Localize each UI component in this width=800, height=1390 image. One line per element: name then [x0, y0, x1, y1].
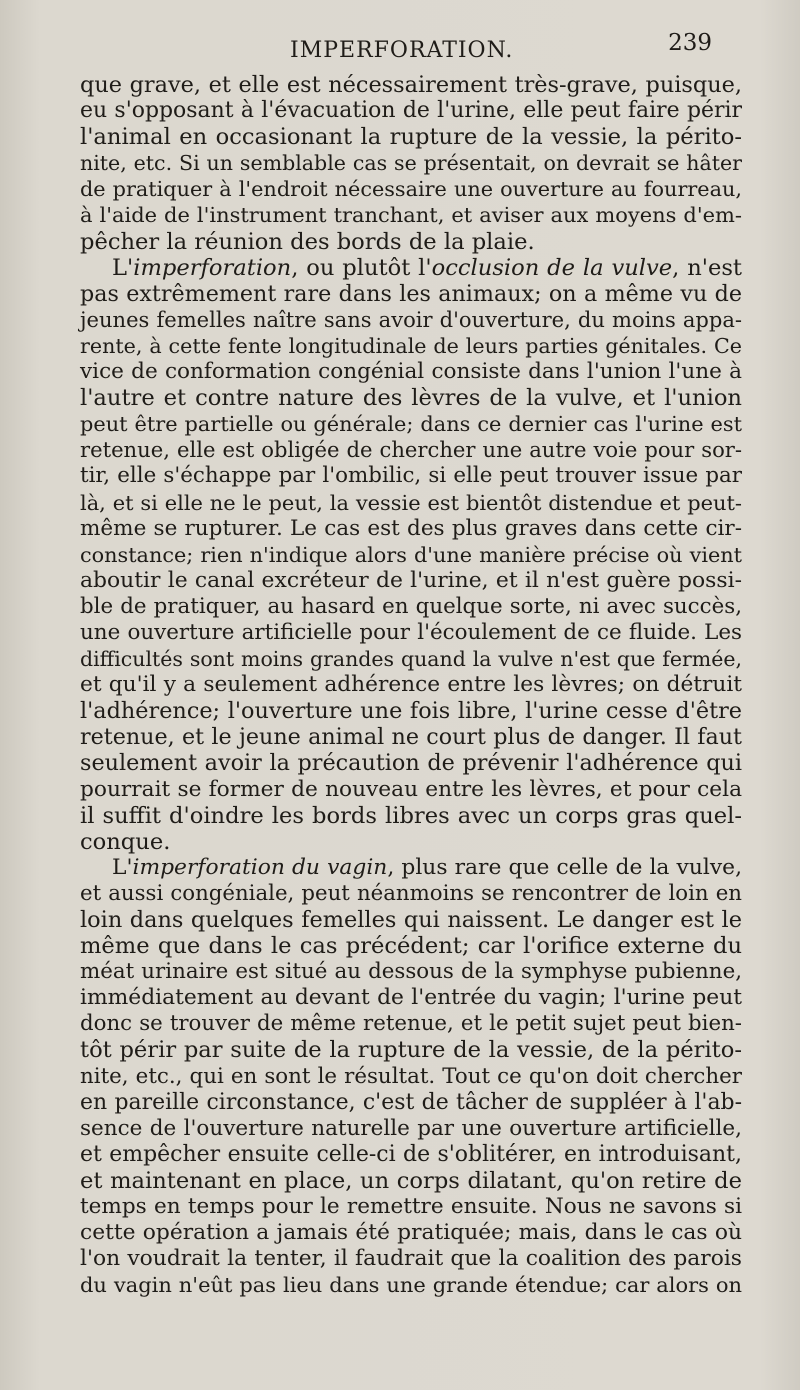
text-line: et aussi congéniale, peut néanmoins se rencontrer de loin en [80, 880, 742, 906]
text-line: cette opération a jamais été pratiquée; mais, dans le cas où [80, 1220, 742, 1246]
text-line: même que dans le cas précédent; car l'orifice externe du [80, 933, 742, 960]
running-head: IMPERFORATION. [290, 38, 514, 63]
text-line: une ouverture artificielle pour l'écoulement de ce fluide. Les [80, 619, 742, 645]
text-line: même se rupturer. Le cas est des plus graves dans cette cir- [80, 515, 742, 541]
lead-text: , ou plutôt l' [291, 254, 432, 281]
text-line: constance; rien n'indique alors d'une manière précise où vient [80, 542, 742, 567]
lead-text: L' [112, 254, 134, 281]
text-line: tir, elle s'échappe par l'ombilic, si elle peut trouver issue par [80, 463, 742, 489]
paragraph-1 [80, 72, 742, 255]
lead-text: , plus rare que celle de la vulve, [387, 854, 742, 880]
text-line: vice de conformation congénial consiste dans l'union l'une à [80, 359, 742, 385]
lead-text: L' [112, 854, 133, 880]
text-line: peut être partielle ou générale; dans ce dernier cas l'urine est [80, 412, 742, 437]
italic-term: imperforation [133, 254, 292, 281]
text-line: de pratiquer à l'endroit nécessaire une ouverture au fourreau, [80, 177, 742, 202]
page-header [80, 30, 720, 70]
text-line: l'on voudrait la tenter, il faudrait que la coalition des parois [80, 1246, 742, 1272]
text-line: méat urinaire est situé au dessous de la symphyse pubienne, [80, 959, 742, 985]
page-number: 239 [668, 30, 712, 56]
text-line: nite, etc. Si un semblable cas se présentait, on devrait se hâter [80, 151, 742, 176]
text-line: pas extrêmement rare dans les animaux; on a même vu de [80, 280, 742, 307]
text-line: l'autre et contre nature des lèvres de la vulve, et l'union [80, 385, 742, 412]
text-line: rente, à cette fente longitudinale de leurs parties génitales. Ce [80, 333, 742, 358]
text-line: sence de l'ouverture naturelle par une ouverture artificielle, [80, 1115, 742, 1141]
text-line: nite, etc., qui en sont le résultat. Tout ce qu'on doit chercher [80, 1063, 742, 1089]
text-line: difficultés sont moins grandes quand la vulve n'est que fermée, [80, 647, 742, 672]
body-text [80, 72, 742, 1298]
text-line: à l'aide de l'instrument tranchant, et aviser aux moyens d'em- [80, 203, 742, 228]
lead-text: , n'est [672, 254, 743, 281]
text-line: il suffit d'oindre les bords libres avec un corps gras quel- [80, 802, 742, 829]
text-line: et empêcher ensuite celle-ci de s'oblitérer, en introduisant, [80, 1141, 742, 1167]
text-line: eu s'opposant à l'évacuation de l'urine, elle peut faire périr [80, 98, 742, 124]
text-line: et maintenant en place, un corps dilatant, qu'on retire de [80, 1167, 742, 1194]
text-line: seulement avoir la précaution de prévenir l'adhérence qui [80, 750, 742, 777]
text-line: retenue, et le jeune animal ne court plus de danger. Il faut [80, 724, 742, 751]
text-line: donc se trouver de même retenue, et le petit sujet peut bien- [80, 1011, 742, 1037]
text-line: immédiatement au devant de l'entrée du vagin; l'urine peut [80, 985, 742, 1011]
text-line: pêcher la réunion des bords de la plaie. [80, 228, 535, 255]
text-line: conque. [80, 828, 171, 855]
text-line: du vagin n'eût pas lieu dans une grande étendue; car alors on [80, 1273, 742, 1298]
italic-term: occlusion de la vulve [431, 254, 673, 281]
paragraph-2 [80, 255, 742, 855]
text-line: l'adhérence; l'ouverture une fois libre, l'urine cesse d'être [80, 698, 742, 725]
text-line: en pareille circonstance, c'est de tâcher de suppléer à l'ab- [80, 1089, 742, 1115]
text-line-lead [80, 855, 742, 881]
text-line: jeunes femelles naître sans avoir d'ouverture, du moins appa- [80, 306, 742, 332]
italic-term: imperforation du vagin [132, 854, 388, 880]
text-line: et qu'il y a seulement adhérence entre les lèvres; on détruit [80, 672, 742, 698]
text-line-lead [80, 255, 742, 281]
text-line: tôt périr par suite de la rupture de la vessie, de la périto- [80, 1037, 742, 1064]
text-line: temps en temps pour le remettre ensuite. Nous ne savons si [80, 1194, 742, 1220]
text-line: aboutir le canal excréteur de l'urine, et il n'est guère possi- [80, 567, 742, 593]
text-line: que grave, et elle est nécessairement très-grave, puisque, [80, 72, 742, 98]
paragraph-3 [80, 855, 742, 1299]
text-line: là, et si elle ne le peut, la vessie est bientôt distendue et peut- [80, 490, 742, 515]
text-line: l'animal en occasionant la rupture de la vessie, la périto- [80, 124, 742, 151]
text-line: pourrait se former de nouveau entre les lèvres, et pour cela [80, 776, 742, 802]
text-line: retenue, elle est obligée de chercher une autre voie pour sor- [80, 437, 742, 463]
text-line: loin dans quelques femelles qui naissent. Le danger est le [80, 907, 742, 933]
text-line: ble de pratiquer, au hasard en quelque sorte, ni avec succès, [80, 593, 742, 619]
